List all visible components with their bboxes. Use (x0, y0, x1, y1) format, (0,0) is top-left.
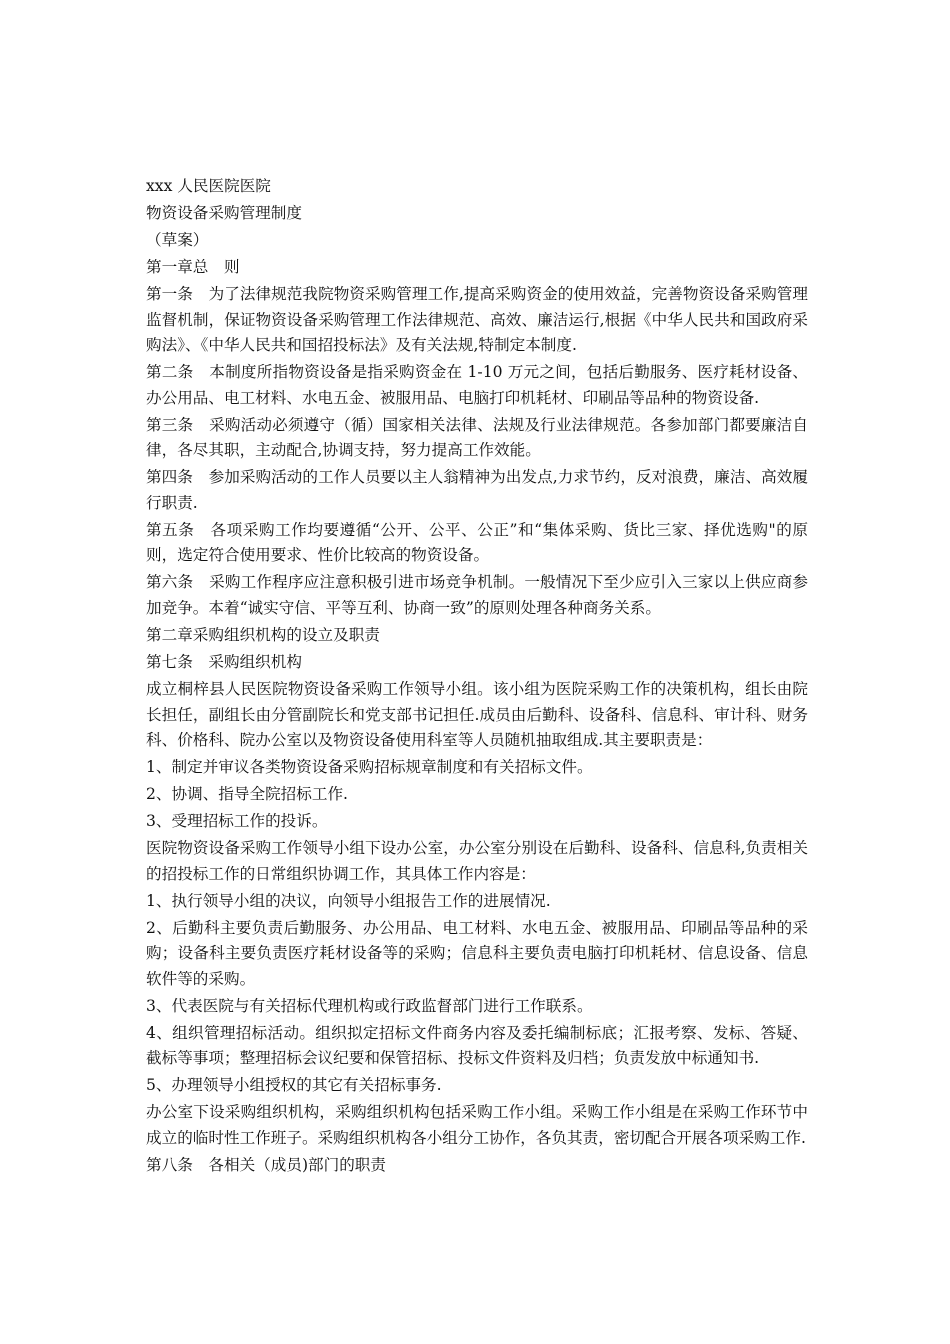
article-2: 第二条 本制度所指物资设备是指采购资金在 1-10 万元之间，包括后勤服务、医疗耗材设备、办公用品、电工材料、水电五金、被服用品、电脑打印机耗材、印刷品等品种的物资设备. (146, 363, 808, 407)
office-duty-1: 1、执行领导小组的决议，向领导小组报告工作的进展情况. (146, 891, 551, 910)
document-subtitle: （草案） (146, 230, 209, 249)
article-7-intro: 成立桐梓县人民医院物资设备采购工作领导小组。该小组为医院采购工作的决策机构，组长由院长担任，副组长由分管副院长和党支部书记担任.成员由后勤科、设备科、信息科、审计科、财务科、价格科、院办公室以及物资设备使用科室等人员随机抽取组成.其主要职责是： (146, 679, 808, 750)
office-intro: 医院物资设备采购工作领导小组下设办公室，办公室分别设在后勤科、设备科、信息科,负责相关的招投标工作的日常组织协调工作，其具体工作内容是： (146, 839, 808, 883)
duty-item-1: 1、制定并审议各类物资设备采购招标规章制度和有关招标文件。 (146, 758, 593, 777)
article-8-heading: 第八条 各相关（成员)部门的职责 (146, 1155, 386, 1174)
document-title: 物资设备采购管理制度 (146, 203, 302, 222)
document-body (146, 174, 808, 1179)
office-duty-5: 5、办理领导小组授权的其它有关招标事务. (146, 1076, 442, 1095)
office-duty-3: 3、代表医院与有关招标代理机构或行政监督部门进行工作联系。 (146, 996, 593, 1015)
office-duty-4: 4、组织管理招标活动。组织拟定招标文件商务内容及委托编制标底；汇报考察、发标、答疑、截标等事项；整理招标会议纪要和保管招标、投标文件资料及归档；负责发放中标通知书. (146, 1023, 808, 1068)
duty-item-2: 2、协调、指导全院招标工作. (146, 785, 349, 804)
article-4: 第四条 参加采购活动的工作人员要以主人翁精神为出发点,力求节约，反对浪费，廉洁、高效履行职责. (146, 468, 808, 512)
chapter-2-heading: 第二章采购组织机构的设立及职责 (146, 626, 380, 644)
article-1: 第一条 为了法律规范我院物资采购管理工作,提高采购资金的使用效益，完善物资设备采购管理监督机制，保证物资设备采购管理工作法律规范、高效、廉洁运行,根据《中华人民共和国政府采购法》、《中华人民共和国招投标法》及有关法规,特制定本制度. (146, 284, 808, 355)
article-7-heading: 第七条 采购组织机构 (146, 652, 302, 671)
office-duty-2: 2、后勤科主要负责后勤服务、办公用品、电工材料、水电五金、被服用品、印刷品等品种的采购；设备科主要负责医疗耗材设备等的采购；信息科主要负责电脑打印机耗材、信息设备、信息软件等的采购。 (146, 918, 808, 988)
chapter-1-heading: 第一章总 则 (146, 257, 240, 276)
article-6: 第六条 采购工作程序应注意积极引进市场竞争机制。一般情况下至少应引入三家以上供应商参加竞争。本着“诚实守信、平等互利、协商一致”的原则处理各种商务关系。 (146, 573, 808, 618)
duty-item-3: 3、受理招标工作的投诉。 (146, 812, 328, 831)
hospital-name: xxx 人民医院医院 (146, 177, 271, 195)
article-3: 第三条 采购活动必须遵守（循）国家相关法律、法规及行业法律规范。各参加部门都要廉洁自律，各尽其职，主动配合,协调支持，努力提高工作效能。 (146, 415, 808, 460)
article-5: 第五条 各项采购工作均要遵循“公开、公平、公正”和“集体采购、货比三家、择优选购"的原则，选定符合使用要求、性价比较高的物资设备。 (146, 520, 808, 565)
working-group-text: 办公室下设采购组织机构，采购组织机构包括采购工作小组。采购工作小组是在采购工作环节中成立的临时性工作班子。采购组织机构各小组分工协作，各负其责，密切配合开展各项采购工作. (146, 1103, 808, 1147)
